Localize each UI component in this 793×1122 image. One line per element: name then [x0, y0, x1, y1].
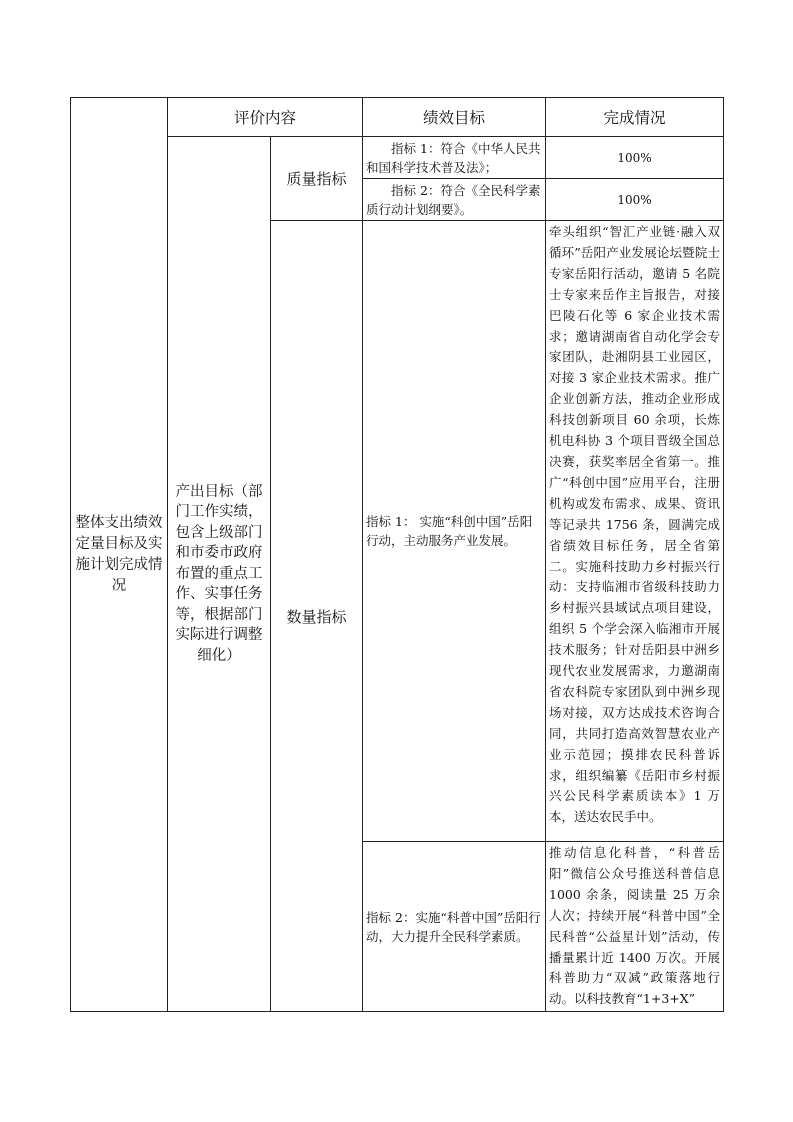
quality-completion-2: 100% [546, 179, 724, 221]
header-performance-goal: 绩效目标 [363, 98, 546, 137]
quality-indicator-2: 指标 2：符合《全民科学素质行动计划纲要》。 [363, 179, 546, 221]
quality-indicator-1: 指标 1：符合《中华人民共和国科学技术普及法》； [363, 137, 546, 179]
quantity-indicator-2: 指标 2：实施“科普中国”岳阳行动，大力提升全民科学素质。 [363, 842, 546, 1012]
quantity-completion-2: 推动信息化科普，“科普岳阳”微信公众号推送科普信息 1000 余条，阅读量 25 万余人次；持续开展“科普中国”全民科普“公益星计划”活动，传播量累计近 1400 万次。开展科普助力“双减”政策落地行动。以科技教育“1+3+X” [546, 842, 724, 1012]
header-row [71, 98, 724, 137]
category-cell: 整体支出绩效定量目标及实施计划完成情况 [71, 98, 168, 1012]
quantity-completion-1: 牵头组织“智汇产业链·融入双循环”岳阳产业发展论坛暨院士专家岳阳行活动，邀请 5 名院士专家来岳作主旨报告，对接巴陵石化等 6 家企业技术需求；邀请湖南省自动化学会专家团队，赴湘阴县工业园区，对接 3 家企业技术需求。推广企业创新方法，推动企业形成科技创新项目 60 余项，长炼机电科协 3 个项目晋级全国总决赛，获奖率居全省第一。推广“科创中国”应用平台，注册机构或发布需求、成果、资讯等记录共 1756 条，圆满完成省绩效目标任务，居全省第二。实施科技助力乡村振兴行动：支持临湘市省级科技助力乡村振兴县域试点项目建设，组织 5 个学会深入临湘市开展技术服务；针对岳阳县中洲乡现代农业发展需求，力邀湖南省农科院专家团队到中洲乡现场对接，双方达成技术咨询合同，共同打造高效智慧农业产业示范园；摸排农民科普诉求，组织编纂《岳阳市乡村振兴公民科学素质读本》1 万本，送达农民手中。 [546, 221, 724, 842]
header-completion: 完成情况 [546, 98, 724, 137]
quantity-indicator-label: 数量指标 [271, 221, 363, 1012]
performance-table [70, 97, 724, 1012]
quality-completion-1: 100% [546, 137, 724, 179]
output-goal-cell: 产出目标（部门工作实绩，包含上级部门和市委市政府布置的重点工作、实事任务等，根据部门实际进行调整细化） [168, 137, 271, 1012]
quantity-indicator-1: 指标 1： 实施“科创中国”岳阳行动，主动服务产业发展。 [363, 221, 546, 842]
header-evaluation-content: 评价内容 [168, 98, 363, 137]
quality-row-1 [71, 137, 724, 179]
quality-indicator-label: 质量指标 [271, 137, 363, 221]
